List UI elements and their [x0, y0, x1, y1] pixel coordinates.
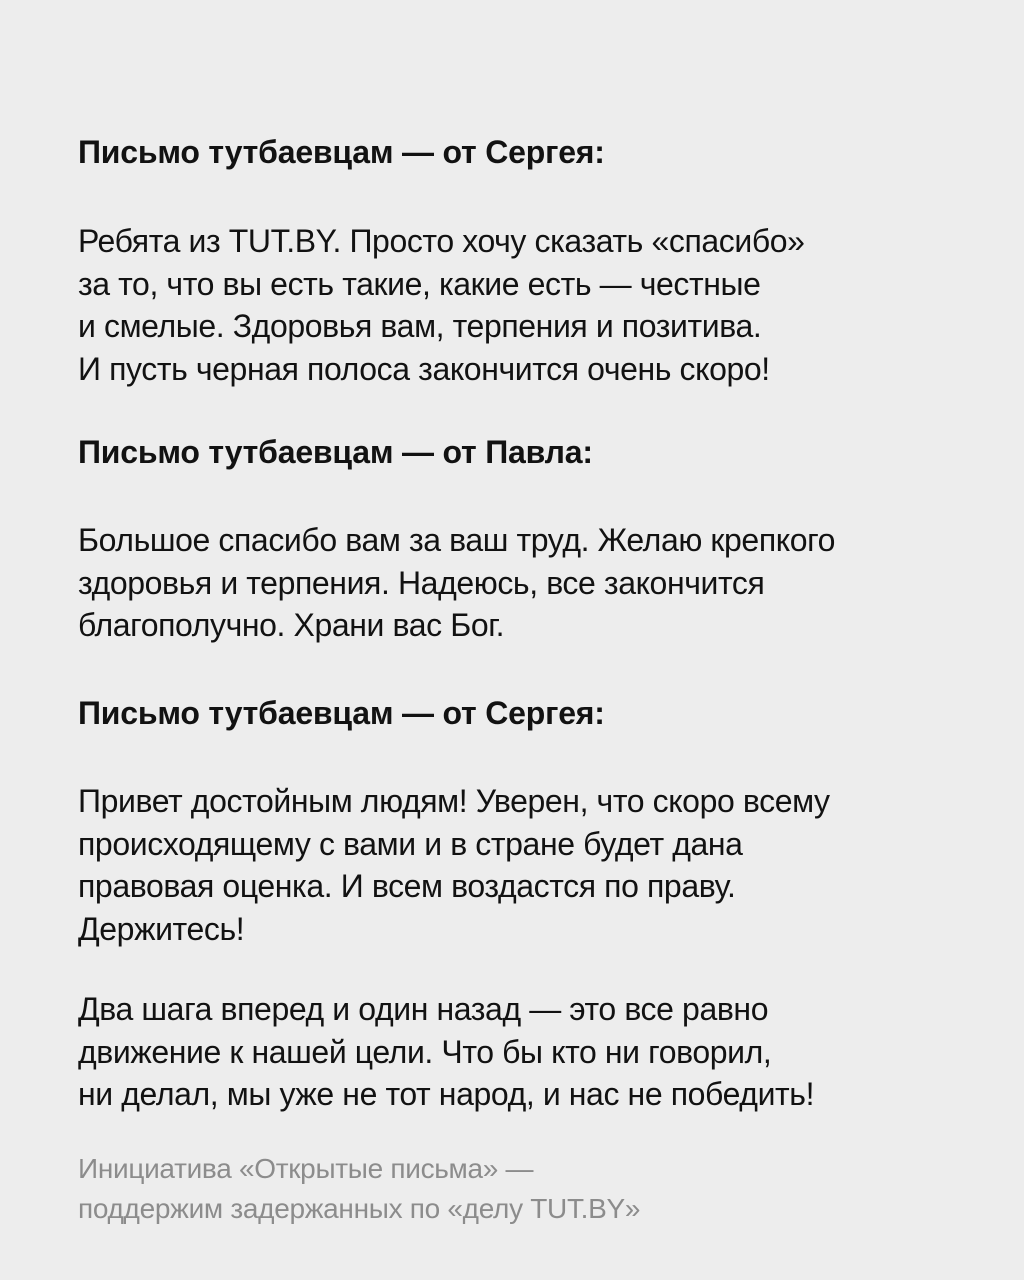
letter-3-heading: Письмо тутбаевцам — от Сергея:	[78, 695, 605, 731]
letter-3-extra-text	[78, 988, 814, 1116]
text-line: здоровья и терпения. Надеюсь, все закончится	[78, 564, 765, 601]
letter-3-text	[78, 780, 830, 950]
text-line: происходящему с вами и в стране будет дана	[78, 825, 743, 862]
text-line: благополучно. Храни вас Бог.	[78, 607, 505, 643]
text-line: Большое спасибо вам за ваш труд. Желаю крепкого	[78, 522, 836, 558]
text-line: Два шага вперед и один назад — это все равно	[78, 991, 769, 1027]
text-line: Привет достойным людям! Уверен, что скоро всему	[78, 783, 830, 819]
text-line: за то, что вы есть такие, какие есть — честные	[78, 265, 761, 302]
text-line: и смелые. Здоровья вам, терпения и позитива.	[78, 308, 762, 344]
text-line: ни делал, мы уже не тот народ, и нас не победить!	[78, 1076, 815, 1112]
text-line: движение к нашей цели. Что бы кто ни говорил,	[78, 1033, 772, 1070]
letter-2-heading: Письмо тутбаевцам — от Павла:	[78, 434, 593, 470]
text-line: Ребята из TUT.BY. Просто хочу сказать «спасибо»	[78, 223, 805, 259]
footer-line: Инициатива «Открытые письма» —	[78, 1153, 534, 1184]
letter-1-heading: Письмо тутбаевцам — от Сергея:	[78, 134, 605, 170]
text-line: правовая оценка. И всем воздастся по праву.	[78, 868, 736, 904]
footer-line: поддержим задержанных по «делу TUT.BY»	[78, 1193, 641, 1224]
text-line: Держитесь!	[78, 910, 245, 947]
initiative-footer	[78, 1149, 640, 1229]
letter-1-text	[78, 220, 805, 390]
letter-2-text	[78, 519, 835, 647]
text-line: И пусть черная полоса закончится очень скоро!	[78, 350, 770, 387]
